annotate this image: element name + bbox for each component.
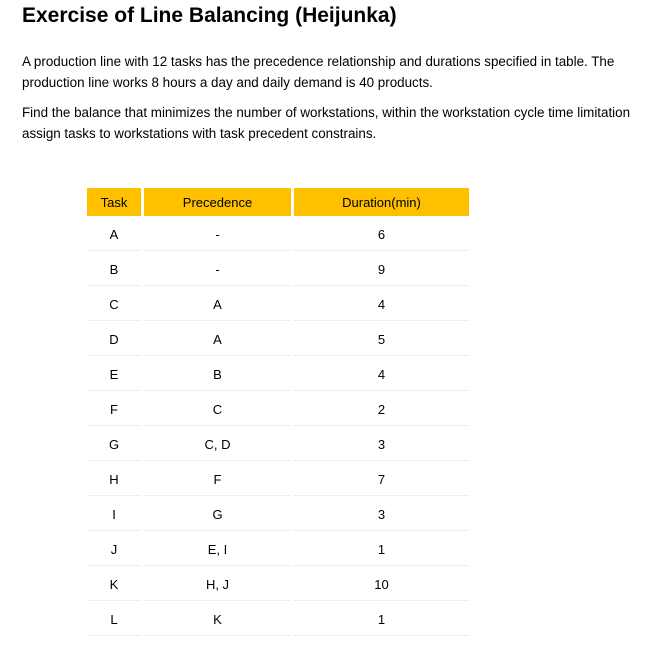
table-header-row: [87, 188, 469, 216]
cell-task: H: [87, 464, 141, 496]
table-row: [87, 569, 469, 601]
cell-precedence: A: [144, 289, 291, 321]
cell-duration: 9: [294, 254, 469, 286]
header-duration: Duration(min): [294, 188, 469, 216]
table-row: [87, 219, 469, 251]
cell-duration: 3: [294, 429, 469, 461]
cell-task: C: [87, 289, 141, 321]
cell-precedence: C, D: [144, 429, 291, 461]
header-precedence: Precedence: [144, 188, 291, 216]
cell-precedence: A: [144, 324, 291, 356]
cell-task: B: [87, 254, 141, 286]
cell-task: K: [87, 569, 141, 601]
cell-duration: 3: [294, 499, 469, 531]
cell-duration: 1: [294, 604, 469, 636]
cell-task: F: [87, 394, 141, 426]
header-task: Task: [87, 188, 141, 216]
page-title: Exercise of Line Balancing (Heijunka): [22, 4, 397, 27]
precedence-table: [84, 185, 472, 639]
cell-precedence: F: [144, 464, 291, 496]
cell-duration: 7: [294, 464, 469, 496]
cell-precedence: -: [144, 254, 291, 286]
precedence-table-container: [84, 185, 472, 639]
task-instructions: Find the balance that minimizes the number of workstations, within the workstation cycle time limitation assign tasks to workstations with task precedent constrains.: [22, 105, 631, 141]
cell-task: L: [87, 604, 141, 636]
cell-precedence: G: [144, 499, 291, 531]
cell-precedence: -: [144, 219, 291, 251]
cell-duration: 6: [294, 219, 469, 251]
cell-duration: 1: [294, 534, 469, 566]
cell-task: G: [87, 429, 141, 461]
cell-precedence: E, I: [144, 534, 291, 566]
cell-task: J: [87, 534, 141, 566]
table-row: [87, 534, 469, 566]
table-body: [87, 219, 469, 636]
cell-duration: 10: [294, 569, 469, 601]
cell-duration: 4: [294, 289, 469, 321]
table-row: [87, 464, 469, 496]
cell-duration: 5: [294, 324, 469, 356]
problem-description: A production line with 12 tasks has the precedence relationship and durations specified in table. The production line works 8 hours a day and daily demand is 40 products.: [22, 54, 615, 90]
table-row: [87, 324, 469, 356]
cell-precedence: H, J: [144, 569, 291, 601]
cell-task: E: [87, 359, 141, 391]
cell-task: I: [87, 499, 141, 531]
table-row: [87, 359, 469, 391]
cell-precedence: C: [144, 394, 291, 426]
table-row: [87, 429, 469, 461]
table-row: [87, 499, 469, 531]
table-row: [87, 394, 469, 426]
table-row: [87, 254, 469, 286]
cell-duration: 2: [294, 394, 469, 426]
table-row: [87, 289, 469, 321]
cell-task: D: [87, 324, 141, 356]
table-row: [87, 604, 469, 636]
cell-duration: 4: [294, 359, 469, 391]
cell-precedence: K: [144, 604, 291, 636]
cell-task: A: [87, 219, 141, 251]
cell-precedence: B: [144, 359, 291, 391]
